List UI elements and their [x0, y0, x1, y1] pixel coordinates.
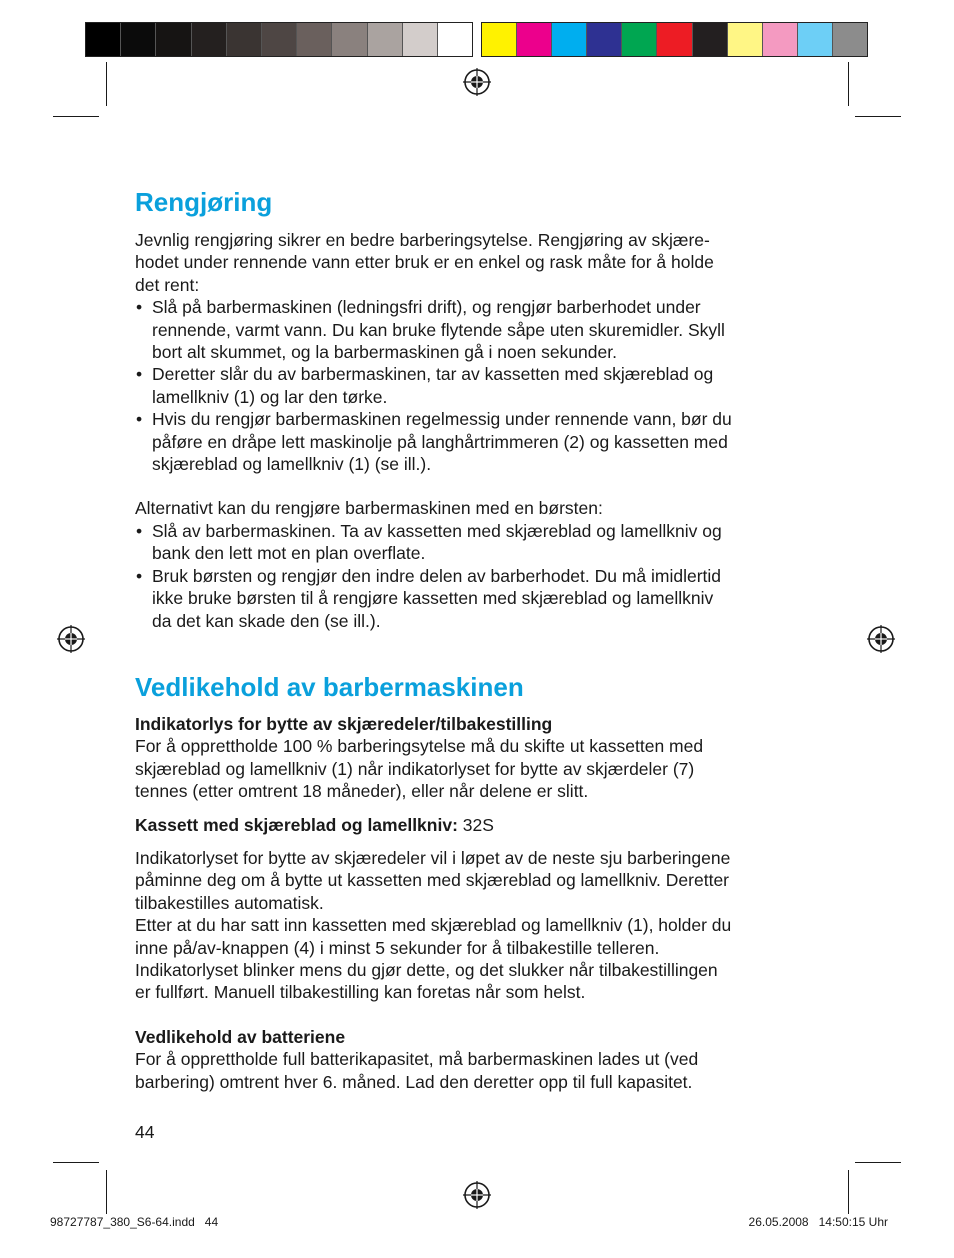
- footer-file-info: 98727787_380_S6-64.indd 44: [50, 1215, 219, 1229]
- process-swatch-6: [657, 23, 692, 56]
- crop-mark-bottom-left-vertical: [106, 1170, 107, 1214]
- grayscale-swatch-7: [297, 23, 332, 56]
- process-swatch-2: [517, 23, 552, 56]
- list-item: • Slå på barbermaskinen (ledningsfri drift), og rengjør barberhodet under rennende, varmt vann. Du kan bruke flytende såpe uten skuremidler. Skyll bort alt skummet, og la barbermaskinen gå i noen sekunder.: [135, 296, 825, 363]
- grayscale-swatch-1: [86, 23, 121, 56]
- battery-maintenance-text: For å opprettholde full batterikapasitet, må barbermaskinen lades ut (ved barbering) omtrent hver 6. måned. Lad den deretter opp til full kapasitet.: [135, 1049, 699, 1092]
- process-swatch-8: [728, 23, 763, 56]
- list-item: • Bruk børsten og rengjør den indre delen av barberhodet. Du må imidlertid ikke bruke børsten til å rengjøre kassetten med skjæreblad og lamellkniv da det kan skade den (se ill.).: [135, 565, 825, 632]
- grayscale-swatch-9: [368, 23, 403, 56]
- page-content: [135, 182, 825, 1093]
- process-swatch-4: [587, 23, 622, 56]
- crop-mark-top-left-vertical: [106, 62, 107, 106]
- process-swatch-10: [798, 23, 833, 56]
- brush-steps-list: [135, 520, 825, 632]
- grayscale-swatch-11: [438, 23, 472, 56]
- crop-mark-bottom-right-horizontal: [855, 1162, 901, 1163]
- footer-timestamp: 26.05.2008 14:50:15 Uhr: [748, 1215, 888, 1229]
- process-swatch-9: [763, 23, 798, 56]
- registration-mark-bottom-icon: [463, 1181, 491, 1209]
- process-swatch-1: [482, 23, 517, 56]
- registration-mark-right-icon: [867, 625, 895, 653]
- grayscale-swatch-6: [262, 23, 297, 56]
- grayscale-swatch-4: [192, 23, 227, 56]
- list-item: • Hvis du rengjør barbermaskinen regelmessig under rennende vann, bør du påføre en dråpe lett maskinolje på langhårtrimmeren (2) og kassetten med skjæreblad og lamellkniv (1) (se ill.).: [135, 408, 825, 475]
- registration-mark-top-icon: [463, 68, 491, 96]
- brush-cleaning-intro: Alternativt kan du rengjøre barbermaskinen med en børsten:: [135, 498, 603, 519]
- grayscale-swatch-3: [156, 23, 191, 56]
- page-number: 44: [135, 1122, 155, 1142]
- grayscale-swatch-8: [332, 23, 367, 56]
- crop-mark-bottom-left-horizontal: [53, 1162, 99, 1163]
- grayscale-swatch-2: [121, 23, 156, 56]
- crop-mark-top-right-horizontal: [855, 116, 901, 117]
- indicator-reset-text: Indikatorlyset for bytte av skjæredeler vil i løpet av de neste sju barberingene påminne deg om å bytte ut kassetten med skjæreblad og lamellkniv. Deretter tilbakestilles automatisk. Etter at du har satt inn kassetten med skjæreblad og lamellkniv (1), holder du inne på/av-knappen (4) i minst 5 sekunder for å tilbakestille telleren. Indikatorlyset blinker mens du gjør dette, og det slukker når tilbakestillingen er fullført. Manuell tilbakestilling kan foretas når som helst.: [135, 847, 732, 1003]
- subheading-battery-maintenance: Vedlikehold av batteriene: [135, 1026, 346, 1047]
- indicator-replacement-text: For å opprettholde 100 % barberingsytelse må du skifte ut kassetten med skjæreblad og lamellkniv (1) når indikatorlyset for bytte av skjærdeler (7) tennes (etter omtrent 18 måneder), eller når delene er slitt.: [135, 736, 704, 802]
- list-item: • Slå av barbermaskinen. Ta av kassetten med skjæreblad og lamellkniv og bank den lett mot en plan overflate.: [135, 520, 825, 565]
- cleaning-steps-list: [135, 296, 825, 475]
- cassette-spec: Kassett med skjæreblad og lamellkniv: 32S: [135, 814, 494, 835]
- process-swatch-5: [622, 23, 657, 56]
- section-title-maintenance: Vedlikehold av barbermaskinen: [135, 671, 524, 702]
- grayscale-color-bar: [85, 22, 473, 57]
- process-swatch-3: [552, 23, 587, 56]
- subheading-indicator-light: Indikatorlys for bytte av skjæredeler/tilbakestilling: [135, 713, 553, 734]
- cleaning-intro: Jevnlig rengjøring sikrer en bedre barberingsytelse. Rengjøring av skjære- hodet under rennende vann etter bruk er en enkel og rask måte for å holde det rent:: [135, 230, 714, 295]
- crop-mark-bottom-right-vertical: [848, 1170, 849, 1214]
- crop-mark-top-left-horizontal: [53, 116, 99, 117]
- grayscale-swatch-10: [403, 23, 438, 56]
- process-swatch-11: [833, 23, 867, 56]
- list-item: • Deretter slår du av barbermaskinen, tar av kassetten med skjæreblad og lamellkniv (1) og lar den tørke.: [135, 363, 825, 408]
- registration-mark-left-icon: [57, 625, 85, 653]
- section-title-cleaning: Rengjøring: [135, 187, 273, 217]
- crop-mark-top-right-vertical: [848, 62, 849, 106]
- grayscale-swatch-5: [227, 23, 262, 56]
- process-color-bar: [481, 22, 868, 57]
- process-swatch-7: [693, 23, 728, 56]
